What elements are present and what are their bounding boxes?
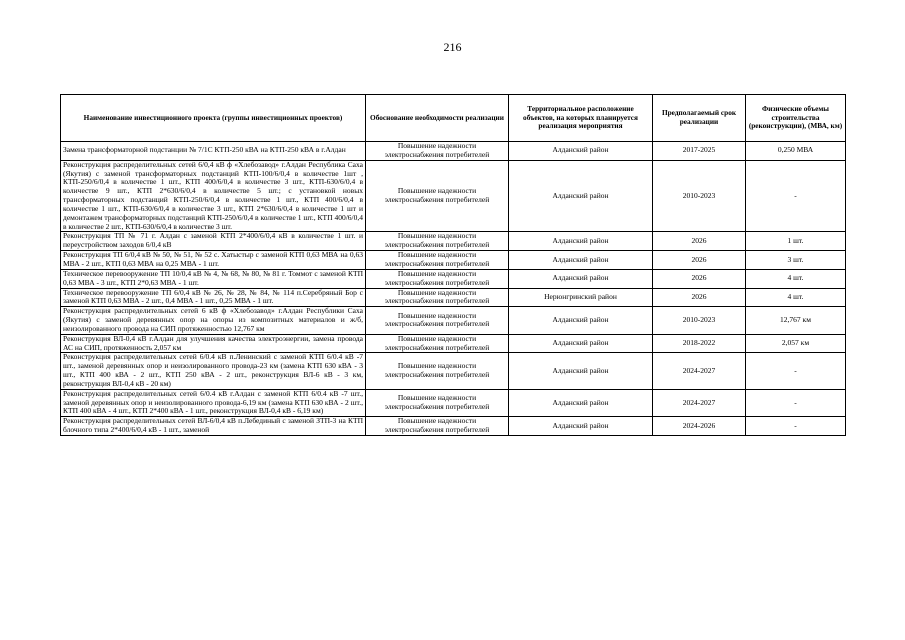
header-justification: Обоснование необходимости реализации bbox=[366, 95, 509, 142]
cell-period: 2024-2026 bbox=[653, 417, 746, 436]
table-row bbox=[61, 142, 846, 161]
cell-justification: Повышение надежности электроснабжения потребителей bbox=[366, 142, 509, 161]
cell-justification: Повышение надежности электроснабжения потребителей bbox=[366, 251, 509, 270]
cell-project-name: Реконструкция распределительных сетей 6/0.4 кВ г.Алдан с заменой КТП 6/0.4 кВ -7 шт., заменой деревянных опор и неизолированного провода-6,19 км (замена КТП 630 кВА - 2 шт., КТП 400 кВА - 4 шт., КТП 2*400 кВА - 1 шт., реконструкция ВЛ-0,4 кВ - 6,19 км) bbox=[61, 389, 366, 417]
table-row bbox=[61, 269, 846, 288]
cell-project-name: Техническое перевооружение ТП 6/0,4 кВ № 26, № 28, № 84, № 114 п.Серебряный Бор с заменой КТП 0,63 МВА - 2 шт., 0,4 МВА - 1 шт., 0,25 МВА - 1 шт. bbox=[61, 288, 366, 307]
cell-project-name: Реконструкция распределительных сетей 6/0.4 кВ п.Ленинский с заменой КТП 6/0.4 кВ -7 шт., заменой деревянных опор и неизолированного провода-23 км (замена КТП 630 кВА - 3 шт., КТП 400 кВА - 2 шт., КТП 250 кВА - 2 шт., реконструкция ВЛ-6 кВ - 3 км, реконструкция ВЛ-0,4 кВ - 20 км) bbox=[61, 353, 366, 389]
cell-volume: 12,767 км bbox=[746, 307, 846, 335]
header-row bbox=[61, 95, 846, 142]
table-row bbox=[61, 160, 846, 232]
cell-location: Алданский район bbox=[509, 353, 653, 389]
cell-project-name: Техническое перевооружение ТП 10/0,4 кВ № 4, № 68, № 80, № 81 г. Томмот с заменой КТП 0,63 МВА - 3 шт., КТП 2*0,63 МВА - 1 шт. bbox=[61, 269, 366, 288]
cell-location: Алданский район bbox=[509, 269, 653, 288]
cell-volume: 4 шт. bbox=[746, 269, 846, 288]
table-row bbox=[61, 307, 846, 335]
cell-volume: 1 шт. bbox=[746, 232, 846, 251]
cell-justification: Повышение надежности электроснабжения потребителей bbox=[366, 160, 509, 232]
cell-justification: Повышение надежности электроснабжения потребителей bbox=[366, 417, 509, 436]
cell-period: 2024-2027 bbox=[653, 389, 746, 417]
cell-project-name: Реконструкция распределительных сетей 6/0,4 кВ ф «Хлебозавод» г.Алдан Республика Саха (Якутия) с заменой трансформаторных подстанций КТП-100/6/0,4 в количестве 1шт , КТП-250/6/0,4 в количестве 1 шт., КТП 400/6/0,4 в количестве 3 шт., КТП-630/6/0,4 в количестве 9 шт., КТП 2*630/6/0,4 в количестве 5 шт.; с установкой новых трансформаторных подстанций КТП-250/6/0,4 в количестве 1 шт., КТП 400/6/0,4 в количестве 1 шт., КТП-630/6/0,4 в количестве 3 шт., КТП 2*630/6/0,4 в количестве 1 шт и демонтажем трансформаторных подстанций КТП-250/6/0,4 в количестве 1 шт., КТП 400/6/0,4 в количестве 2 шт., КТП-630/6/0,4 в количестве 3 шт. bbox=[61, 160, 366, 232]
cell-justification: Повышение надежности электроснабжения потребителей bbox=[366, 288, 509, 307]
cell-justification: Повышение надежности электроснабжения потребителей bbox=[366, 334, 509, 353]
cell-period: 2026 bbox=[653, 269, 746, 288]
page-number: 216 bbox=[443, 40, 462, 54]
cell-period: 2026 bbox=[653, 288, 746, 307]
cell-project-name: Реконструкция ТП 6/0,4 кВ № 50, № 51, № 52 с. Хатыстыр с заменой КТП 0,63 МВА на 0,63 МВА - 2 шт., КТП 0,63 МВА на 0,25 МВА - 1 шт. bbox=[61, 251, 366, 270]
cell-volume: 3 шт. bbox=[746, 251, 846, 270]
cell-location: Алданский район bbox=[509, 389, 653, 417]
table-row bbox=[61, 288, 846, 307]
investment-projects-table bbox=[60, 94, 846, 436]
cell-justification: Повышение надежности электроснабжения потребителей bbox=[366, 269, 509, 288]
header-location: Территориальное расположение объектов, на которых планируется реализация мероприятия bbox=[509, 95, 653, 142]
cell-volume: 0,250 МВА bbox=[746, 142, 846, 161]
cell-location: Алданский район bbox=[509, 251, 653, 270]
cell-location: Алданский район bbox=[509, 307, 653, 335]
cell-volume: 2,057 км bbox=[746, 334, 846, 353]
cell-period: 2010-2023 bbox=[653, 160, 746, 232]
cell-location: Алданский район bbox=[509, 334, 653, 353]
cell-location: Алданский район bbox=[509, 417, 653, 436]
cell-period: 2010-2023 bbox=[653, 307, 746, 335]
header-volume: Физические объемы строительства (реконструкции), (МВА, км) bbox=[746, 95, 846, 142]
cell-volume: - bbox=[746, 160, 846, 232]
cell-justification: Повышение надежности электроснабжения потребителей bbox=[366, 232, 509, 251]
cell-period: 2026 bbox=[653, 251, 746, 270]
cell-period: 2017-2025 bbox=[653, 142, 746, 161]
cell-location: Алданский район bbox=[509, 232, 653, 251]
table-row bbox=[61, 353, 846, 389]
cell-period: 2018-2022 bbox=[653, 334, 746, 353]
table-row bbox=[61, 389, 846, 417]
cell-volume: - bbox=[746, 417, 846, 436]
cell-project-name: Замена трансформаторной подстанции № 7/1С КТП-250 кВА на КТП-250 кВА в г.Алдан bbox=[61, 142, 366, 161]
header-period: Предполагаемый срок реализации bbox=[653, 95, 746, 142]
cell-location: Алданский район bbox=[509, 160, 653, 232]
cell-project-name: Реконструкция ВЛ-0,4 кВ г.Алдан для улучшения качества электроэнергии, замена провода АС на СИП, протяженность 2,057 км bbox=[61, 334, 366, 353]
cell-location: Нерюнгринский район bbox=[509, 288, 653, 307]
cell-project-name: Реконструкция распределительных сетей ВЛ-6/0,4 кВ п.Лебединый с заменой ЗТП-3 на КТП блочного типа 2*400/6/0,4 кВ - 1 шт., заменой bbox=[61, 417, 366, 436]
cell-volume: 4 шт. bbox=[746, 288, 846, 307]
table-row bbox=[61, 417, 846, 436]
cell-volume: - bbox=[746, 353, 846, 389]
table-row bbox=[61, 232, 846, 251]
table-row bbox=[61, 251, 846, 270]
cell-justification: Повышение надежности электроснабжения потребителей bbox=[366, 307, 509, 335]
cell-period: 2024-2027 bbox=[653, 353, 746, 389]
header-project-name: Наименование инвестиционного проекта (группы инвестиционных проектов) bbox=[61, 95, 366, 142]
cell-volume: - bbox=[746, 389, 846, 417]
table-row bbox=[61, 334, 846, 353]
cell-justification: Повышение надежности электроснабжения потребителей bbox=[366, 389, 509, 417]
cell-project-name: Реконструкция распределительных сетей 6 кВ ф «Хлебозавод» г.Алдан Республики Саха (Якутия) с заменой деревянных опор на опоры из композитных материалов и ж/б, неизолированного провода на СИП протяженностью 12,767 км bbox=[61, 307, 366, 335]
cell-period: 2026 bbox=[653, 232, 746, 251]
cell-location: Алданский район bbox=[509, 142, 653, 161]
cell-justification: Повышение надежности электроснабжения потребителей bbox=[366, 353, 509, 389]
cell-project-name: Реконструкция ТП № 71 г. Алдан с заменой КТП 2*400/6/0,4 кВ в количестве 1 шт. и переустройством заходов 6/0,4 кВ bbox=[61, 232, 366, 251]
